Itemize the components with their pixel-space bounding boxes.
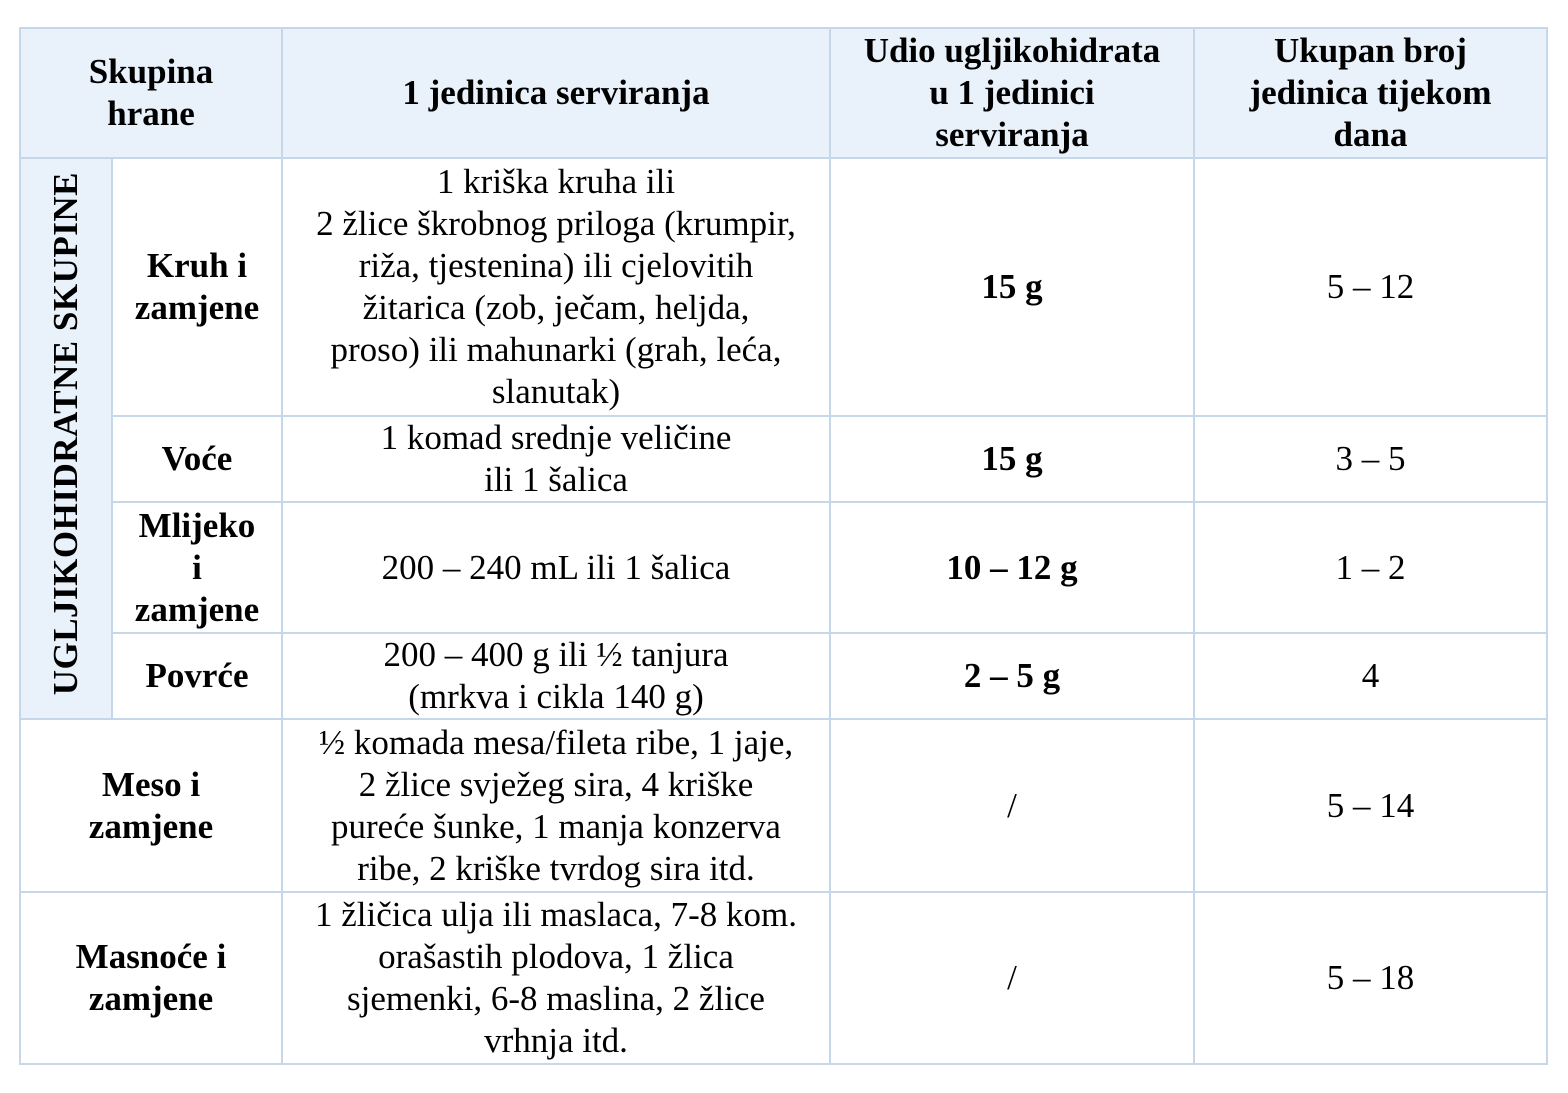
header-food-group: Skupina hrane [20,28,282,158]
serving-description: 200 – 400 g ili ½ tanjura (mrkva i cikla 140 g) [282,633,830,719]
group-name: Povrće [112,633,282,719]
carb-amount: / [830,719,1194,892]
serving-description: 1 žličica ulja ili maslaca, 7-8 kom. orašastih plodova, 1 žlica sjemenki, 6-8 maslina, 2 žlice vrhnja itd. [282,892,830,1064]
daily-units: 5 – 14 [1194,719,1547,892]
serving-description: 1 komad srednje veličine ili 1 šalica [282,416,830,502]
group-name: Meso i zamjene [20,719,282,892]
food-group-table [19,27,1548,1065]
table-row [20,633,1547,719]
table-row [20,892,1547,1064]
carb-amount: 2 – 5 g [830,633,1194,719]
daily-units: 3 – 5 [1194,416,1547,502]
carb-amount: 15 g [830,416,1194,502]
table-row [20,502,1547,633]
table-row [20,416,1547,502]
daily-units: 5 – 18 [1194,892,1547,1064]
group-name: Masnoće i zamjene [20,892,282,1064]
header-serving-unit: 1 jedinica serviranja [282,28,830,158]
serving-description: 1 kriška kruha ili 2 žlice škrobnog priloga (krumpir, riža, tjestenina) ili cjelovitih žitarica (zob, ječam, heljda, proso) ili mahunarki (grah, leća, slanutak) [282,158,830,416]
serving-description: ½ komada mesa/fileta ribe, 1 jaje, 2 žlice svježeg sira, 4 kriške pureće šunke, 1 manja konzerva ribe, 2 kriške tvrdog sira itd. [282,719,830,892]
group-name: Kruh i zamjene [112,158,282,416]
daily-units: 4 [1194,633,1547,719]
daily-units: 5 – 12 [1194,158,1547,416]
food-group-table-wrapper [19,27,1546,1065]
carb-groups-label-cell [20,158,112,719]
carb-groups-label: UGLJIKOHIDRATNE SKUPINE [46,171,85,696]
table-row [20,158,1547,416]
group-name: Mlijeko i zamjene [112,502,282,633]
serving-description: 200 – 240 mL ili 1 šalica [282,502,830,633]
group-name: Voće [112,416,282,502]
carb-amount: 10 – 12 g [830,502,1194,633]
carb-amount: 15 g [830,158,1194,416]
header-carb-content: Udio ugljikohidrata u 1 jedinici serviranja [830,28,1194,158]
table-row [20,719,1547,892]
header-daily-units: Ukupan broj jedinica tijekom dana [1194,28,1547,158]
daily-units: 1 – 2 [1194,502,1547,633]
carb-amount: / [830,892,1194,1064]
table-header-row [20,28,1547,158]
